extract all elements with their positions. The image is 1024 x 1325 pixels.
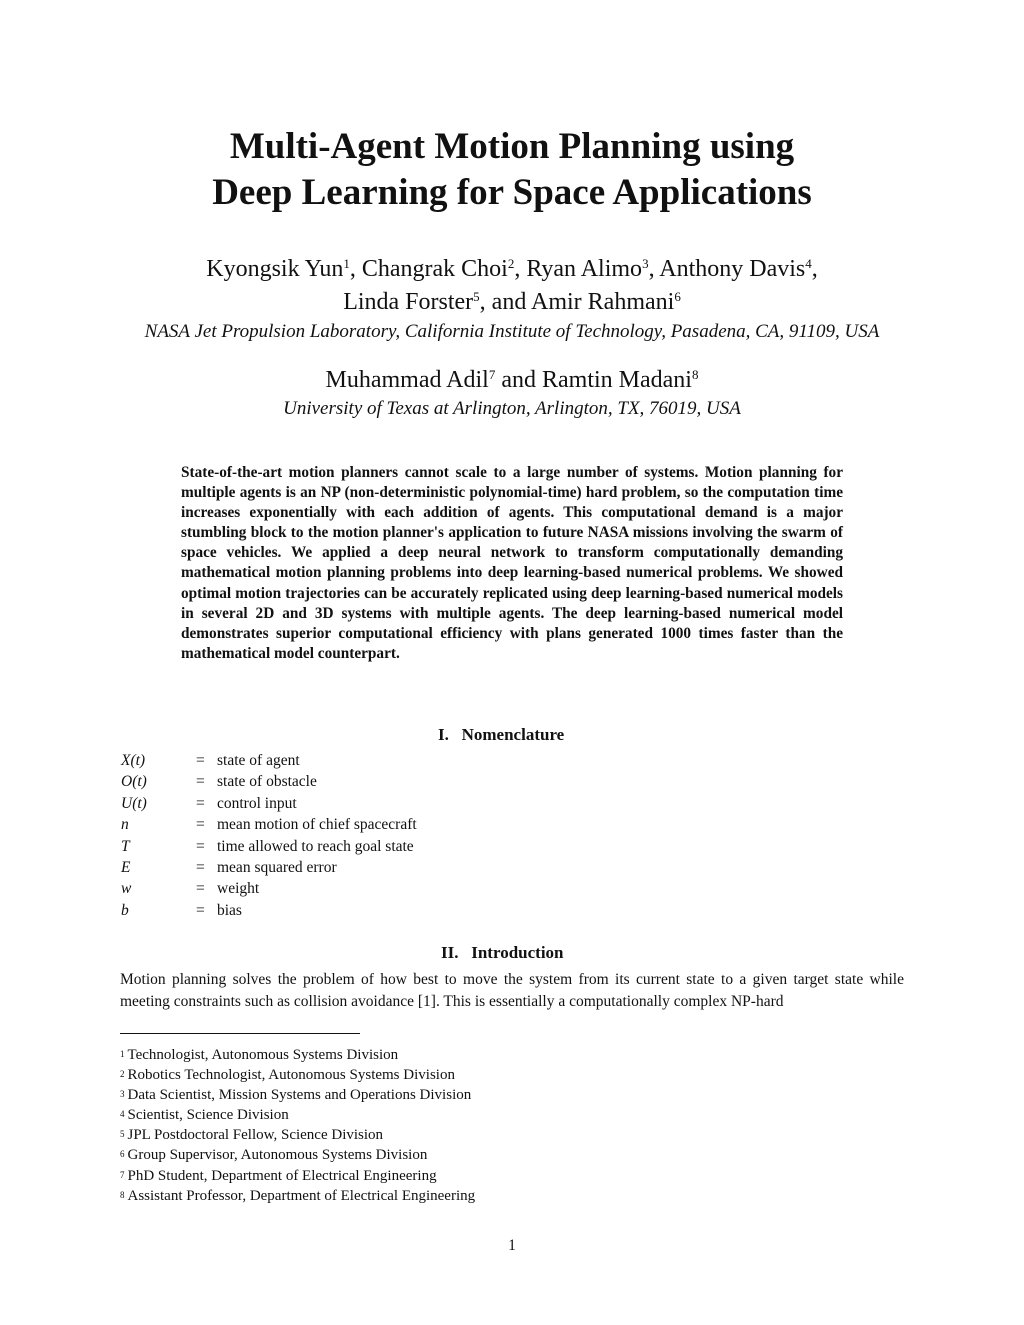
nomenclature-description: mean motion of chief spacecraft (217, 816, 417, 834)
footnote-number: 3 (120, 1089, 125, 1100)
nomenclature-symbol: U(t) (121, 794, 147, 812)
footnote-text: Data Scientist, Mission Systems and Operations Division (127, 1087, 472, 1104)
nomenclature-list (121, 750, 417, 921)
footnote-number: 2 (120, 1069, 125, 1080)
nomenclature-description: control input (217, 794, 297, 812)
page-number: 1 (508, 1237, 516, 1254)
footnote-number: 6 (120, 1149, 125, 1160)
author-affiliation-marker: 8 (691, 367, 699, 382)
author-affiliation-marker: 5 (473, 289, 480, 304)
author-name: Ryan Alimo (526, 256, 643, 282)
nomenclature-description: state of agent (217, 752, 300, 769)
author-affiliation-marker: 3 (642, 256, 649, 271)
footnote-text: Assistant Professor, Department of Electrical Engineering (127, 1187, 476, 1204)
introduction-heading: II. Introduction (441, 943, 564, 962)
title-line: Deep Learning for Space Applications (212, 172, 812, 213)
nomenclature-equals: = (196, 816, 205, 834)
nomenclature-equals: = (196, 794, 205, 812)
nomenclature-item (121, 878, 417, 899)
footnote (120, 1186, 475, 1206)
author-affiliation-marker: 2 (507, 256, 515, 271)
author-separator: , (648, 256, 660, 282)
nomenclature-description: weight (217, 880, 260, 898)
nomenclature-symbol: T (121, 837, 130, 855)
nomenclature-item (121, 857, 417, 878)
nomenclature-equals: = (196, 752, 205, 769)
affiliation-jpl: NASA Jet Propulsion Laboratory, California Institute of Technology, Pasadena, CA, 91109, USA (144, 321, 880, 342)
introduction-text: Motion planning solves the problem of how best to move the system from its current state to a given target state while meeting constraints such as collision avoidance [1]. This is essentially a computationally complex NP-hard (120, 971, 904, 1010)
footnote (120, 1145, 475, 1165)
footnotes (120, 1045, 475, 1206)
abstract: State-of-the-art motion planners cannot scale to a large number of systems. Motion planning for multiple agents is an NP (non-deterministic polynomial-time) hard problem, so the computation time increases exponentially with each addition of agents. This computational demand is a major stumbling block to the motion planner's application to future NASA missions involving the swarm of space vehicles. We applied a deep neural network to transform computationally demanding mathematical motion planning problems into deep learning-based numerical problems. We showed optimal motion trajectories can be accurately replicated using deep learning-based numerical models in several 2D and 3D systems with multiple agents. The deep learning-based numerical model demonstrates superior computational efficiency with plans generated 1000 times faster than the mathematical model counterpart. (181, 464, 843, 662)
footnote (120, 1045, 475, 1065)
paper-title (0, 124, 1024, 216)
footnote-text: Group Supervisor, Autonomous Systems Division (127, 1147, 428, 1164)
footnote-rule (120, 1033, 360, 1034)
nomenclature-description: state of obstacle (217, 773, 317, 791)
footnote-text: PhD Student, Department of Electrical Engineering (127, 1167, 437, 1184)
author-name: Ramtin Madani (542, 367, 692, 393)
footnote-number: 4 (120, 1109, 125, 1120)
author-name: Muhammad Adil (325, 367, 489, 393)
author-separator: , (811, 256, 818, 282)
nomenclature-symbol: O(t) (121, 773, 147, 791)
authors-line-2 (0, 286, 1024, 319)
author-name: Kyongsik Yun (206, 256, 344, 282)
footnote (120, 1065, 475, 1085)
footnote-number: 1 (120, 1049, 125, 1059)
footnote-number: 7 (120, 1169, 125, 1180)
nomenclature-equals: = (196, 880, 205, 898)
footnote (120, 1105, 475, 1125)
footnote (120, 1125, 475, 1145)
nomenclature-equals: = (196, 859, 205, 877)
author-name: Linda Forster (343, 289, 474, 315)
nomenclature-item (121, 836, 417, 857)
nomenclature-item (121, 771, 417, 792)
nomenclature-description: bias (217, 901, 242, 919)
author-affiliation-marker: 6 (674, 289, 681, 304)
nomenclature-equals: = (196, 837, 205, 855)
authors-line-1 (0, 253, 1024, 286)
nomenclature-equals: = (196, 773, 205, 791)
nomenclature-equals: = (196, 901, 205, 919)
nomenclature-item (121, 814, 417, 835)
nomenclature-description: mean squared error (217, 859, 337, 877)
footnote-text: Technologist, Autonomous Systems Division (127, 1047, 399, 1063)
footnote (120, 1085, 475, 1105)
nomenclature-symbol: w (121, 880, 132, 898)
author-name: Changrak Choi (361, 256, 508, 282)
nomenclature-symbol: X(t) (121, 752, 146, 769)
footnote-text: Robotics Technologist, Autonomous Systems Division (127, 1067, 455, 1084)
title-line: Multi-Agent Motion Planning using (229, 126, 795, 167)
nomenclature-symbol: b (121, 901, 129, 919)
nomenclature-item (121, 900, 417, 921)
author-separator: , (349, 256, 362, 282)
author-name: Anthony Davis (659, 256, 806, 282)
author-affiliation-marker: 1 (343, 256, 350, 271)
authors-line-3 (0, 364, 1024, 397)
author-affiliation-marker: 4 (805, 256, 812, 271)
author-separator: and (495, 367, 542, 393)
nomenclature-description: time allowed to reach goal state (217, 837, 414, 855)
footnote (120, 1166, 475, 1186)
nomenclature-item (121, 793, 417, 814)
author-separator: , and (479, 289, 531, 315)
footnote-number: 5 (120, 1129, 125, 1140)
affiliation-uta: University of Texas at Arlington, Arlington, TX, 76019, USA (283, 398, 741, 419)
nomenclature-symbol: n (121, 816, 129, 834)
author-separator: , (514, 256, 527, 282)
footnote-text: Scientist, Science Division (127, 1107, 289, 1124)
footnote-number: 8 (120, 1189, 125, 1200)
nomenclature-symbol: E (121, 859, 131, 877)
author-name: Amir Rahmani (531, 289, 675, 315)
nomenclature-item (121, 750, 417, 771)
footnote-text: JPL Postdoctoral Fellow, Science Division (127, 1127, 384, 1144)
author-affiliation-marker: 7 (488, 367, 496, 382)
nomenclature-heading: I. Nomenclature (438, 725, 565, 744)
